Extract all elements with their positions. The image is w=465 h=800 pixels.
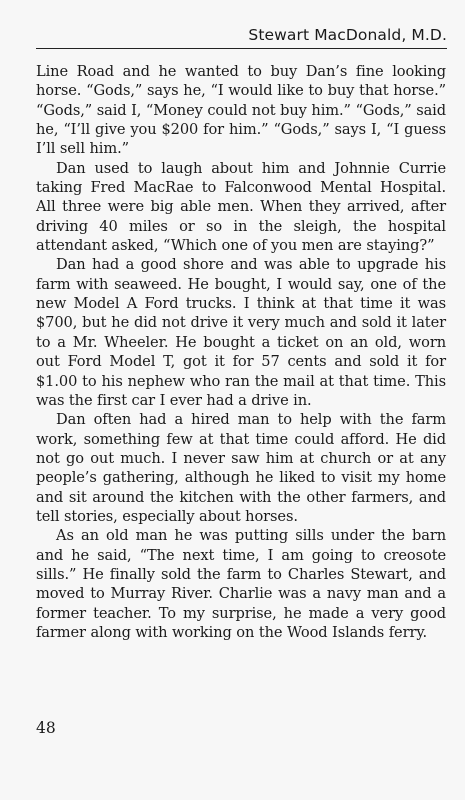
paragraph: As an old man he was putting sills under the barn and he said, “The next time, I am going to creosote sills.” He finally sold the farm to Charles Stewart, and moved to Murray River. Charlie was a navy man and a former teacher. To my surprise, he made a very good farmer along with working on the Wood Islands ferry. [36, 527, 446, 641]
paragraph: Dan used to laugh about him and Johnnie Currie taking Fred MacRae to Falconwood Mental Hospital. All three were big able men. When they arrived, after driving 40 miles or so in the sleigh, the hospital attendant asked, “Which one of you men are staying?” [36, 159, 446, 255]
paragraph: Dan had a good shore and was able to upgrade his farm with seaweed. He bought, I would say, one of the new Model A Ford trucks. I think at that time it was $700, but he did not drive it very much and sold it later to a Mr. Wheeler. He bought a ticket on an old, worn out Ford Model T, got it for 57 cents and sold it for $1.00 to his nephew who ran the mail at that time. This was the first car I ever had a drive in. [36, 256, 446, 409]
header-rule [36, 48, 447, 49]
page-number: 48 [36, 719, 56, 737]
running-head: Stewart MacDonald, M.D. [248, 26, 447, 44]
paragraph: Dan often had a hired man to help with the farm work, something few at that time could afford. He did not go out much. I never saw him at church or at any people’s gathering, although he liked to visit my home and sit around the kitchen with the other farmers, and tell stories, especially about horses. [36, 411, 446, 525]
paragraph: Line Road and he wanted to buy Dan’s fine looking horse. “Gods,” says he, “I would like to buy that horse.” “Gods,” said I, “Money could not buy him.” “Gods,” said he, “I’ll give you $200 for him.” “Gods,” says I, “I guess I’ll sell him.” [36, 63, 446, 158]
body-text [36, 62, 446, 642]
